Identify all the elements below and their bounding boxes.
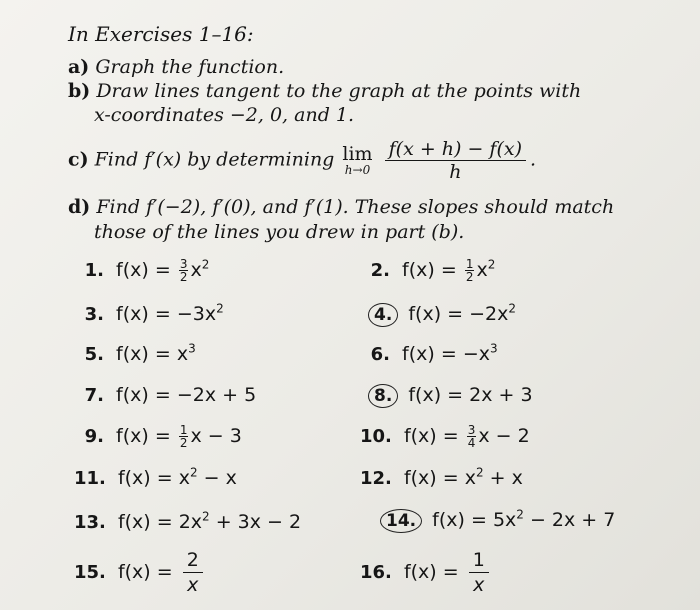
function-lhs: f(x) = (116, 343, 171, 366)
exercise-4 (368, 302, 516, 327)
exponent: 2 (487, 258, 496, 272)
exercise-number: 6. (370, 344, 390, 366)
exponent: 2 (201, 258, 210, 272)
exponent: 3 (489, 342, 498, 356)
circled-exercise-number: 4. (368, 303, 398, 327)
function-lhs: f(x) = (116, 303, 171, 326)
function-expression: −2x (469, 303, 509, 326)
function-expression: x (176, 343, 189, 366)
exercise-number: 3. (84, 304, 104, 326)
limit-operator (342, 145, 372, 176)
exercise-number: 2. (370, 260, 390, 282)
fraction-numerator: 1 (465, 257, 474, 272)
exercise-2 (360, 258, 495, 283)
function-expression: x (464, 467, 476, 490)
coefficient-fraction (465, 258, 475, 283)
rational-fraction (469, 548, 489, 597)
exponent: 2 (516, 508, 524, 522)
exercise-1 (74, 258, 209, 283)
exercise-5 (74, 342, 196, 365)
function-lhs: f(x) = (116, 259, 171, 282)
exercise-number: 12. (360, 468, 392, 490)
coefficient-fraction (467, 424, 477, 449)
exponent: 2 (475, 466, 484, 480)
function-tail: + 3x − 2 (209, 511, 302, 534)
part-d-label: d) (68, 196, 91, 218)
function-expression: −x (462, 343, 490, 366)
exercise-11 (74, 466, 237, 489)
function-tail: − x (197, 467, 237, 490)
exercise-8 (368, 384, 533, 408)
fraction-denominator: x (187, 574, 199, 596)
exercise-number: 5. (84, 344, 104, 366)
fraction-denominator: 2 (179, 270, 188, 285)
exercise-number: 7. (84, 385, 104, 406)
fraction-denominator: 2 (465, 270, 474, 285)
difference-quotient (385, 138, 526, 183)
part-d-text-line2: those of the lines you drew in part (b). (94, 221, 465, 243)
exercise-number: 1. (84, 260, 104, 282)
function-lhs: f(x) = (408, 303, 464, 326)
function-lhs: f(x) = (117, 467, 173, 490)
function-expression: −3x (176, 303, 217, 326)
function-term: x (190, 259, 202, 282)
function-lhs: f(x) = (408, 384, 464, 406)
exponent: 2 (189, 466, 198, 480)
exercise-14 (380, 508, 615, 533)
function-tail: + x (483, 467, 523, 490)
exponent: 2 (202, 510, 210, 524)
function-lhs: f(x) = (403, 561, 459, 583)
function-term: x − 3 (190, 425, 242, 447)
exponent: 2 (216, 302, 224, 316)
exercise-number: 16. (360, 562, 392, 583)
exercise-number: 15. (74, 562, 106, 583)
function-lhs: f(x) = (403, 425, 459, 447)
function-lhs: f(x) = (117, 511, 173, 534)
function-lhs: f(x) = (402, 259, 457, 282)
function-lhs: f(x) = (116, 384, 171, 406)
part-b (68, 80, 581, 102)
function-expression: 2x + 3 (469, 384, 533, 406)
exercise-10 (360, 424, 530, 449)
exercise-number: 13. (74, 512, 106, 534)
fraction-numerator: 3 (467, 423, 476, 437)
function-expression: x (178, 467, 190, 490)
function-tail: − 2x + 7 (523, 509, 616, 532)
exponent: 2 (508, 302, 517, 316)
exercise-number: 9. (84, 426, 104, 447)
rational-fraction (183, 548, 203, 597)
function-lhs: f(x) = (432, 509, 487, 532)
part-c-period: . (530, 148, 537, 171)
function-expression: 5x (492, 509, 517, 532)
fraction-denominator: x (473, 574, 485, 596)
fraction-denominator: 4 (467, 436, 476, 450)
fraction-numerator: 1 (179, 423, 188, 437)
exercise-16 (360, 548, 493, 597)
function-lhs: f(x) = (117, 561, 173, 583)
exercise-7 (74, 384, 256, 406)
coefficient-fraction (179, 424, 189, 449)
circled-exercise-number: 14. (380, 509, 422, 533)
function-lhs: f(x) = (403, 467, 459, 490)
exercise-13 (74, 510, 301, 533)
part-d-text-line1: Find f′(−2), f′(0), and f′(1). These slopes should match (96, 196, 615, 218)
limit-subscript: h→0 (344, 163, 371, 177)
difference-quotient-denominator: h (449, 161, 462, 183)
bleed-through-text (300, 2, 304, 18)
part-d (68, 196, 614, 218)
exercise-15 (74, 548, 207, 597)
part-b-label: b) (68, 80, 91, 102)
difference-quotient-numerator: f(x + h) − f(x) (385, 138, 526, 161)
fraction-numerator: 2 (183, 548, 203, 573)
part-c-text: Find f′(x) by determining (94, 148, 335, 171)
exercise-3 (74, 302, 224, 325)
function-term: x (476, 259, 488, 282)
exponent: 3 (188, 342, 196, 356)
part-a-label: a) (68, 56, 90, 78)
part-c-label: c) (68, 148, 89, 171)
function-term: x − 2 (478, 425, 530, 447)
exercise-12 (360, 466, 523, 489)
coefficient-fraction (179, 258, 189, 283)
limit-word: lim (342, 143, 373, 165)
function-expression: 2x (178, 511, 203, 534)
function-lhs: f(x) = (116, 425, 171, 447)
fraction-denominator: 2 (179, 436, 188, 450)
exercise-number: 10. (360, 426, 392, 447)
fraction-numerator: 3 (179, 257, 188, 272)
exercise-9 (74, 424, 242, 449)
part-a-text: Graph the function. (95, 56, 285, 78)
exercise-heading: In Exercises 1–16: (68, 22, 254, 46)
exercise-number: 11. (74, 468, 106, 490)
exercise-6 (360, 342, 498, 365)
part-a (68, 56, 284, 78)
circled-exercise-number: 8. (368, 384, 398, 408)
part-c (68, 138, 536, 183)
fraction-numerator: 1 (469, 548, 489, 573)
function-expression: −2x + 5 (176, 384, 257, 406)
function-lhs: f(x) = (402, 343, 457, 366)
part-b-text-line2: x-coordinates −2, 0, and 1. (94, 104, 355, 126)
part-b-text-line1: Draw lines tangent to the graph at the points with (96, 80, 582, 102)
